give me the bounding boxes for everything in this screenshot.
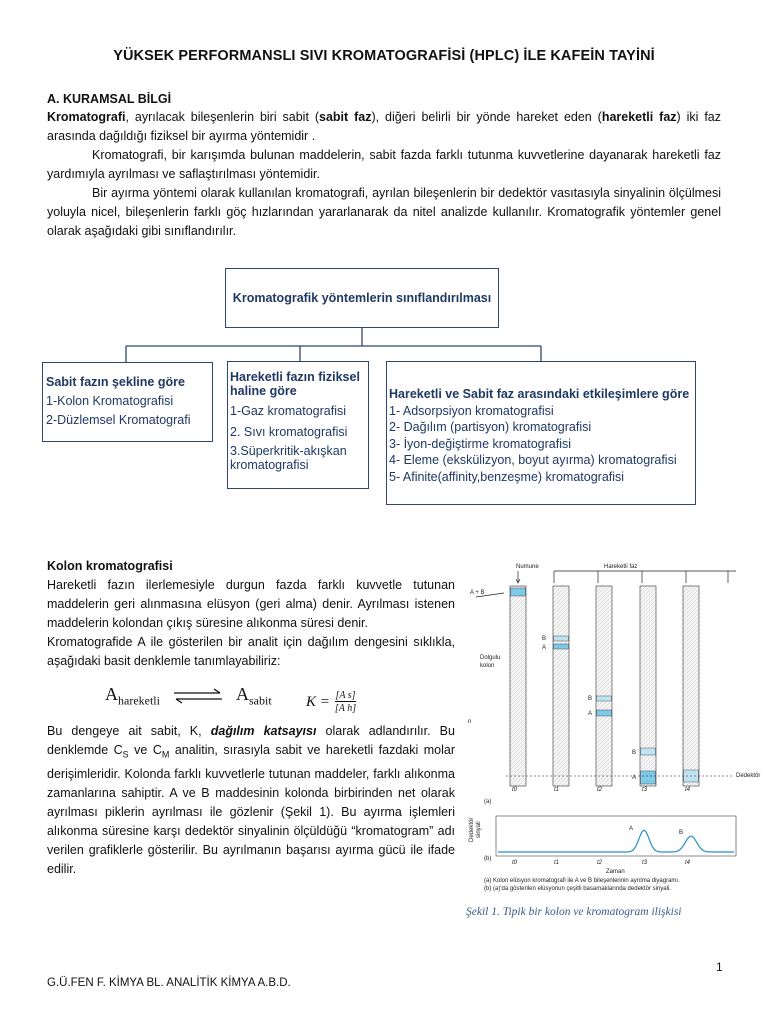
panel-b-label: (b): [484, 856, 492, 862]
list-item: 2-Düzlemsel Kromatografi: [46, 413, 191, 427]
peak-a-label: A: [629, 826, 634, 832]
sample-label: Numune: [516, 564, 539, 570]
svg-text:t2: t2: [597, 787, 603, 793]
legend-b: (b) (a)'da gösterilen elüsyonun çeşitli basamaklarında dedektör sinyali.: [484, 886, 671, 892]
column-paragraph-2: Kromatografide A ile gösterilen bir analit için dağılım dengesini sıklıkla, aşağıdaki basit denklemle tanımlayabiliriz:: [47, 635, 455, 668]
column-time-labels: [512, 787, 691, 793]
band-label: A: [542, 645, 547, 651]
page-title: YÜKSEK PERFORMANSLI SIVI KROMATOGRAFİSİ (HPLC) İLE KAFEİN TAYİNİ: [113, 48, 655, 64]
band-label: A: [632, 775, 637, 781]
y-axis-label: Dedektör: [469, 817, 475, 842]
list-item: 1-Gaz kromatografisi: [230, 404, 347, 418]
analyte-band: [554, 644, 569, 649]
column-section: [47, 557, 455, 671]
column-paragraph-1: Hareketli fazın ilerlemesiyle durgun fazda farklı kuvvetle tutunan maddelerin geri alınmasına elüsyon (geri alma) denir. Ayrılması istenen maddelerin kolondan çıkış süresine alıkonma süresi denir.: [47, 578, 455, 630]
diagram-root-label: Kromatografik yöntemlerin sınıflandırılması: [232, 291, 492, 305]
diagram-root-box: [225, 268, 499, 328]
band-label: B: [542, 636, 547, 642]
section-heading: A. KURAMSAL BİLGİ: [47, 92, 172, 106]
sample-mix-label: A + B: [470, 590, 485, 596]
page-footer: G.Ü.FEN F. KİMYA BL. ANALİTİK KİMYA A.B.D.: [47, 977, 291, 989]
band-label: B: [632, 750, 637, 756]
analyte-band: [597, 696, 612, 701]
column-drawings: [510, 586, 699, 786]
svg-text:t4: t4: [685, 860, 691, 866]
column-tube: [596, 586, 612, 786]
figure-caption: Şekil 1. Tipik bir kolon ve kromatogram ilişkisi: [466, 906, 682, 918]
stray-label: n: [468, 719, 472, 725]
column-tube: [553, 586, 569, 786]
section-heading: Kolon kromatografisi: [47, 559, 173, 573]
chromatogram-frame: [496, 816, 736, 856]
list-item: 1-Kolon Kromatografisi: [46, 393, 174, 408]
box-heading: Hareketli fazın fiziksel haline göre: [230, 370, 360, 398]
mobile-phase-label: Hareketli faz: [604, 564, 638, 570]
analyte-band: [641, 748, 656, 755]
band-label: B: [588, 696, 593, 702]
column-tube: [683, 586, 699, 786]
analyte-band: [554, 636, 569, 641]
analyte-band: [511, 588, 526, 596]
box-heading: Hareketli ve Sabit faz arasındaki etkileşimlere göre: [389, 387, 690, 401]
column-tube: [640, 586, 656, 786]
analyte-band: [597, 710, 612, 716]
list-item: 3.Süperkritik-akışkan kromatografisi: [230, 444, 347, 472]
svg-text:t0: t0: [512, 787, 518, 793]
column-chromatogram-figure: [466, 558, 761, 903]
list-item: 3- İyon-değiştirme kromatografisi: [389, 436, 572, 451]
peak-b-label: B: [679, 830, 684, 836]
list-item: 1- Adsorpsiyon kromatografisi: [389, 403, 554, 418]
column-tube: [510, 586, 526, 786]
list-item: 4- Eleme (ekskülizyon, boyut ayırma) kromatografisi: [389, 453, 677, 467]
panel-a-label: (a): [484, 799, 492, 805]
svg-text:t2: t2: [597, 860, 603, 866]
x-axis-label: Zaman: [606, 869, 625, 875]
packed-label: Dolgulu: [480, 655, 501, 661]
column-paragraph-3: Bu dengeye ait sabit, K, dağılım katsayısı olarak adlandırılır. Bu denklemde $C_S$ ve $C_M$ analitin, sırasıyla sabit ve hareketli fazdaki molar derişimleridir. Kolonda farklı kuvvetlerle tutunan maddeler, farklı alıkonma zamanlarına sahiptir. A ve B maddesinin kolonda birbirinden net olarak ayrılması piklerin ayrılması ile gözlenir (Şekil 1). Bu ayırma işlemleri alıkonma süresine karşı dedektör sinyalinin ölçüldüğü “kromatogram” adı verilen grafiklerle gösterilir. Bu ayrılmanın başarısı ayırma gücü ile ifade edilir.: [47, 724, 455, 876]
intro-paragraph-1: Kromatografi, ayrılacak bileşenlerin biri sabit (sabit faz), diğeri belirli bir yönde hareket eden (hareketli faz) iki faz arasında dağıldığı fiziksel bir ayırma yöntemidir .: [47, 110, 721, 143]
intro-paragraph-2: Kromatografi, bir karışımda bulunan maddelerin, sabit fazda farklı tutunma kuvvetlerine dayanarak hareketli faz yardımıyla ayrılması ve saflaştırılması yöntemidir.: [47, 148, 721, 181]
list-item: 2- Dağılım (partisyon) kromatografisi: [389, 420, 592, 434]
svg-text:t1: t1: [554, 860, 560, 866]
chromatogram-trace: [498, 830, 734, 852]
svg-text:t3: t3: [642, 787, 648, 793]
distribution-constant-formula: K = $\frac{\text{[A s]}}{\text{[A h]}}$: [306, 690, 357, 714]
svg-text:t0: t0: [512, 860, 518, 866]
svg-text:t1: t1: [554, 787, 560, 793]
page-number: 1: [716, 960, 723, 974]
detector-label: Dedektör: [736, 773, 761, 779]
diagram-box-interactions: [386, 361, 696, 505]
equilibrium-equation: $A_{hareketli}$ $A_{sabit}$: [105, 684, 272, 708]
chromatogram-time-labels: [512, 860, 691, 866]
column-label: kolon: [480, 663, 495, 669]
diagram-box-mobile-state: [227, 361, 369, 489]
list-item: 2. Sıvı kromatografisi: [230, 424, 348, 439]
analyte-band: [641, 771, 656, 784]
equilibrium-arrows-icon: [172, 688, 224, 704]
box-heading: Sabit fazın şekline göre: [46, 375, 185, 389]
y-axis-label: sinyali: [476, 821, 482, 838]
legend-a: (a) Kolon elüsyon kromatografi ile A ve B bileşenlerinin ayrılma diyagramı.: [484, 878, 680, 884]
svg-text:t3: t3: [642, 860, 648, 866]
diagram-box-stationary-shape: [42, 362, 213, 442]
svg-text:t4: t4: [685, 787, 691, 793]
intro-paragraph-3: Bir ayırma yöntemi olarak kullanılan kromatografi, ayrılan bileşenlerin bir dedektör vasıtasıyla sinyalinin ölçülmesi yoluyla nicel, bileşenlerin farklı göç hızlarından yararlanarak da nitel analizde kullanılır. Kromatografik yöntemler genel olarak aşağıdaki gibi sınıflandırılır.: [47, 186, 721, 238]
band-label: A: [588, 711, 593, 717]
list-item: 5- Afinite(affinity,benzeşme) kromatografisi: [389, 469, 625, 484]
